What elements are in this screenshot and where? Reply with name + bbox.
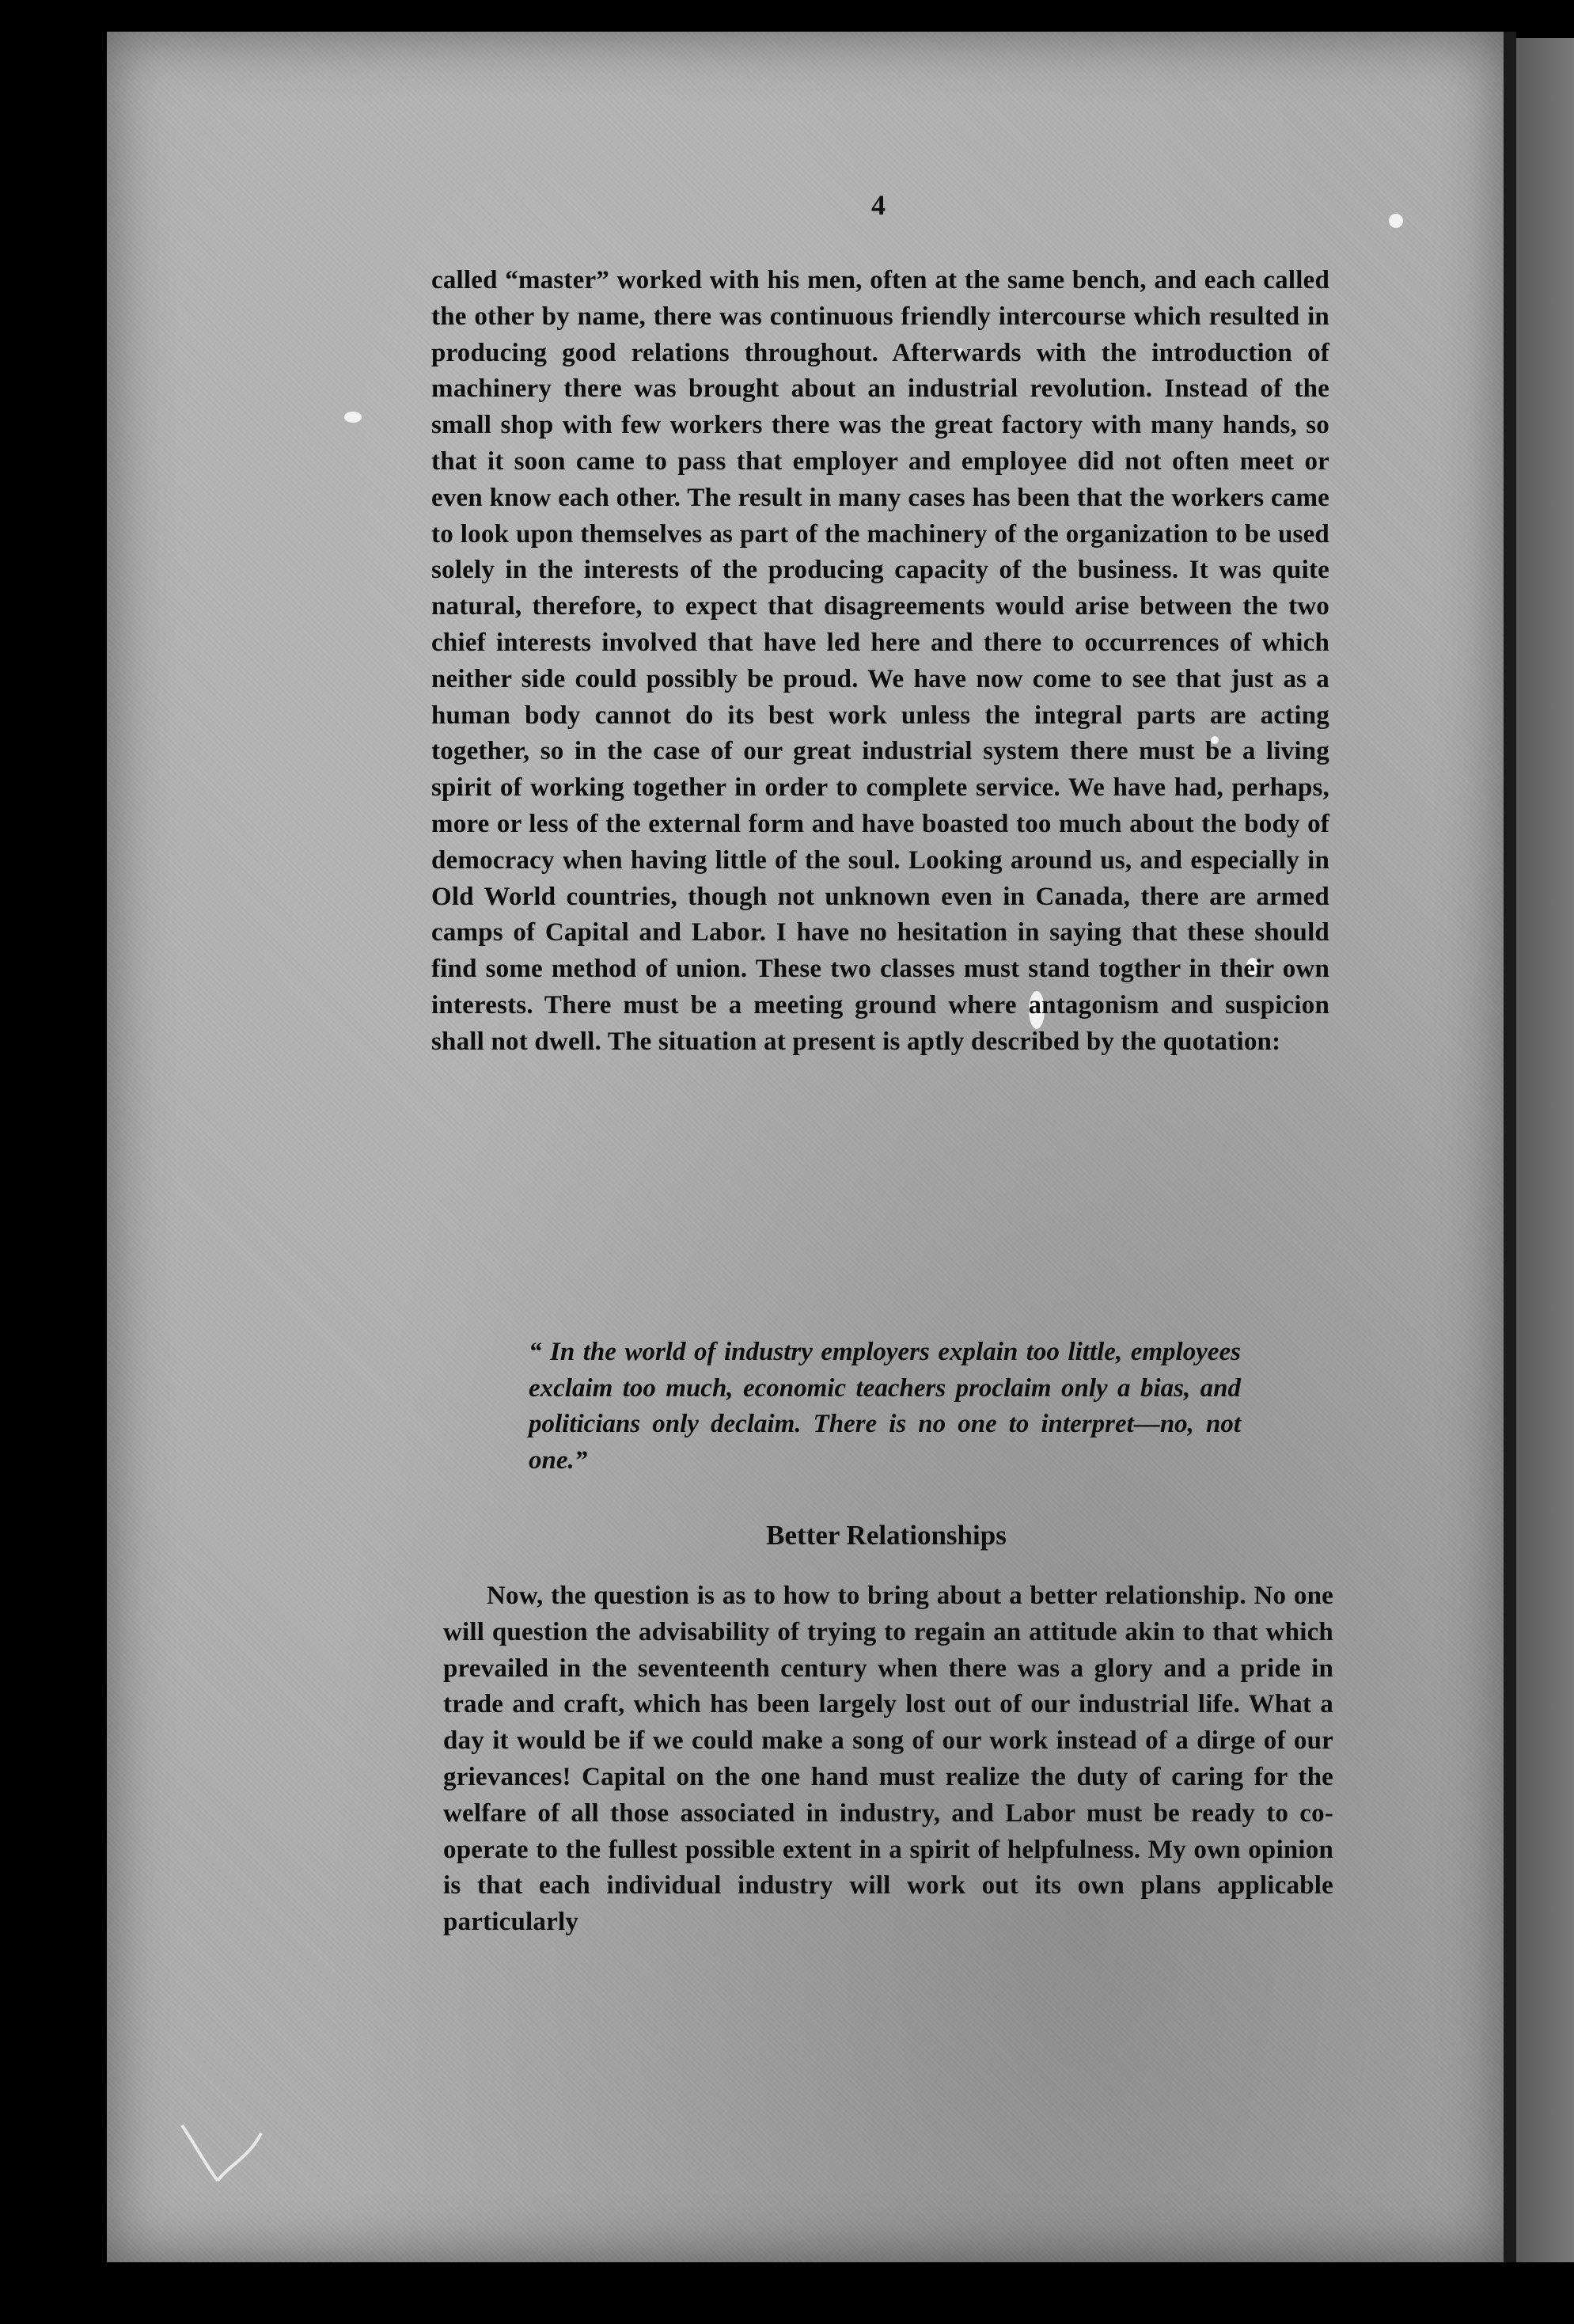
adjacent-page-edge	[1516, 38, 1574, 2262]
paper-speck	[344, 412, 362, 423]
body-paragraph: called “master” worked with his men, often at the same bench, and each called the other by name, there was continuous friendly intercourse which resulted in producing good relations throughout. Afterwards with the introduction of machinery there was brought about an industrial revolution. Instead of the small shop with few workers there was the great factory with many hands, so that it soon came to pass that employer and employee did not often meet or even know each other. The result in many cases has been that the workers came to look upon themselves as part of the machinery of the organization to be used solely in the interests of the producing capacity of the business. It was quite natural, therefore, to expect that disagreements would arise between the two chief interests involved that have led here and there to occurrences of which neither side could possibly be proud. We have now come to see that just as a human body cannot do its best work unless the integral parts are acting together, so in the case of our great industrial system there must be a living spirit of working together in order to complete service. We have had, perhaps, more or less of the external form and have boasted too much about the body of democracy when having little of the soul. Looking around us, and especially in Old World countries, though not unknown even in Canada, there are armed camps of Capital and Labor. I have no hesitation in saying that these should find some method of union. These two classes must stand togther in their own interests. There must be a meeting ground where antagonism and suspicion shall not dwell. The situation at present is aptly described by the quotation:	[431, 266, 1329, 1056]
block-quotation: “ In the world of industry employers explain too little, employees exclaim too much, economic teachers proclaim only a bias, and politicians only declaim. There is no one to interpret—no, not one.”	[529, 1338, 1241, 1475]
paper-speck	[1389, 214, 1403, 228]
body-paragraph: Now, the question is as to how to bring about a better relationship. No one will question the advisability of trying to regain an attitude akin to that which prevailed in the seventeenth century when there was a glory and a pride in trade and craft, which has been largely lost out of our industrial life. What a day it would be if we could make a song of our work instead of a dirge of our grievances! Capital on the one hand must realize the duty of caring for the welfare of all those associated in industry, and Labor must be ready to co-operate to the fullest possible extent in a spirit of helpfulness. My own opinion is that each individual industry will work out its own plans applicable particularly	[443, 1582, 1333, 1937]
page-number: 4	[871, 189, 886, 221]
page-gutter-shadow	[1504, 32, 1516, 2262]
section-heading: Better Relationships	[766, 1520, 1007, 1551]
scratch-mark-icon	[174, 2102, 269, 2189]
